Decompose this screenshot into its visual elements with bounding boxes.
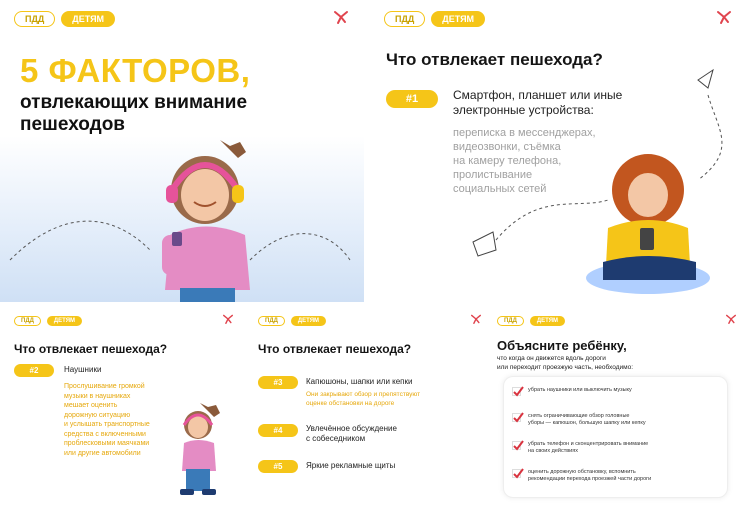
description-line: Прослушивание громкой (64, 383, 145, 390)
checkmark-icon (512, 441, 521, 450)
tag-pdd[interactable]: ПДД (258, 316, 285, 326)
slide-2-smartphone (378, 0, 743, 302)
description-line: на камеру телефона, (453, 155, 562, 167)
tag-group (14, 11, 115, 27)
checklist-text-line: оценить дорожную обстановку, вспомнить (528, 469, 636, 475)
subtitle-line-1: отвлекающих внимание (20, 92, 248, 113)
slide-3-headphones (0, 308, 243, 507)
description-line: оценке обстановки на дороге (306, 400, 395, 407)
description-line: пролистывание (453, 169, 533, 181)
description-line: проблесковыми маячками (64, 440, 150, 447)
description-line: видеозвонки, съёмка (453, 141, 561, 153)
description-line: и услышать транспортные (64, 421, 150, 428)
subtitle-line: что когда он движется вдоль дороги (497, 355, 606, 362)
factor-5-title: Яркие рекламные щиты (306, 461, 396, 470)
walking-girl-illustration (170, 403, 240, 503)
logo-icon (333, 10, 349, 26)
slide-5-heading: Объясните ребёнку, (497, 338, 627, 353)
tag-group (497, 316, 565, 326)
logo-icon (716, 10, 732, 26)
description-line: или другие автомобили (64, 449, 141, 457)
factor-4-title (306, 424, 397, 444)
description-line: социальных сетей (453, 183, 547, 195)
tag-group (14, 316, 82, 326)
tag-pdd[interactable]: ПДД (497, 316, 524, 326)
description-line: Они закрывают обзор и препятствуют (306, 391, 421, 398)
description-line: мешает оценить (64, 402, 118, 409)
checklist-text-line: уборы — капюшон, большую шапку или кепку (528, 420, 646, 426)
tag-group (258, 316, 326, 326)
slide-2-heading: Что отвлекает пешехода? (386, 50, 603, 69)
factor-number-badge: #4 (258, 424, 298, 437)
factor-4-title-line: с собеседником (306, 434, 366, 443)
factor-number-badge: #2 (14, 364, 54, 377)
girl-headphones-illustration (150, 140, 280, 302)
checklist-text-line: на своих действиях (528, 448, 578, 454)
subtitle-line: или переходит проезжую часть, необходимо: (497, 364, 634, 371)
checklist-text-line: убрать телефон и сконцентрировать внимание (528, 441, 649, 447)
subtitle-line-2: пешеходов (20, 114, 125, 135)
tag-deti[interactable]: ДЕТЯМ (291, 316, 326, 326)
slide-1-subtitle (20, 92, 247, 136)
description-line: музыки в наушниках (64, 392, 131, 400)
description-line: средства с включенными (64, 430, 146, 438)
factor-4-title-line: Увлечённое обсуждение (306, 424, 397, 433)
factor-3-description (306, 390, 420, 408)
checklist-text-line: снять ограничивающие обзор головные (528, 413, 630, 419)
logo-icon (470, 314, 482, 327)
slide-3-heading: Что отвлекает пешехода? (14, 342, 168, 356)
logo-icon (725, 314, 737, 327)
tag-pdd[interactable]: ПДД (384, 11, 425, 27)
tag-deti[interactable]: ДЕТЯМ (47, 316, 82, 326)
slide-4-heading: Что отвлекает пешехода? (258, 342, 412, 356)
factor-1-title-line: Смартфон, планшет или иные (453, 88, 623, 102)
factor-number-badge: #1 (386, 90, 438, 108)
tag-deti[interactable]: ДЕТЯМ (61, 11, 115, 27)
factor-1-title-line: электронные устройства: (453, 103, 594, 117)
tag-pdd[interactable]: ПДД (14, 11, 55, 27)
slide-5-subtitle (497, 354, 633, 372)
slide-1-title-big: 5 ФАКТОРОВ, (20, 52, 251, 89)
girl-smartphone-illustration (578, 150, 718, 300)
checkmark-icon (512, 413, 521, 422)
tag-pdd[interactable]: ПДД (14, 316, 41, 326)
tag-group (384, 11, 485, 27)
slide-1-cover (0, 0, 364, 302)
checkmark-icon (512, 469, 521, 478)
tag-deti[interactable]: ДЕТЯМ (431, 11, 485, 27)
factor-number-badge: #5 (258, 460, 298, 473)
checklist-box (503, 376, 728, 498)
factor-2-title: Наушники (64, 365, 102, 374)
checklist-text-line: убрать наушники или выключить музыку (528, 387, 632, 393)
slide-5-explain (493, 308, 743, 507)
slide-4-factors (250, 308, 488, 507)
logo-icon (222, 314, 234, 327)
checklist-text-line: рекомендации перехода проезжей части дороги (528, 476, 652, 482)
tag-deti[interactable]: ДЕТЯМ (530, 316, 565, 326)
factor-number-badge: #3 (258, 376, 298, 389)
factor-2-description (64, 382, 150, 458)
factor-3-title: Капюшоны, шапки или кепки (306, 377, 413, 386)
description-line: переписка в мессенджерах, (453, 127, 596, 139)
checkmark-icon (512, 387, 521, 396)
description-line: дорожную ситуацию (64, 411, 131, 419)
